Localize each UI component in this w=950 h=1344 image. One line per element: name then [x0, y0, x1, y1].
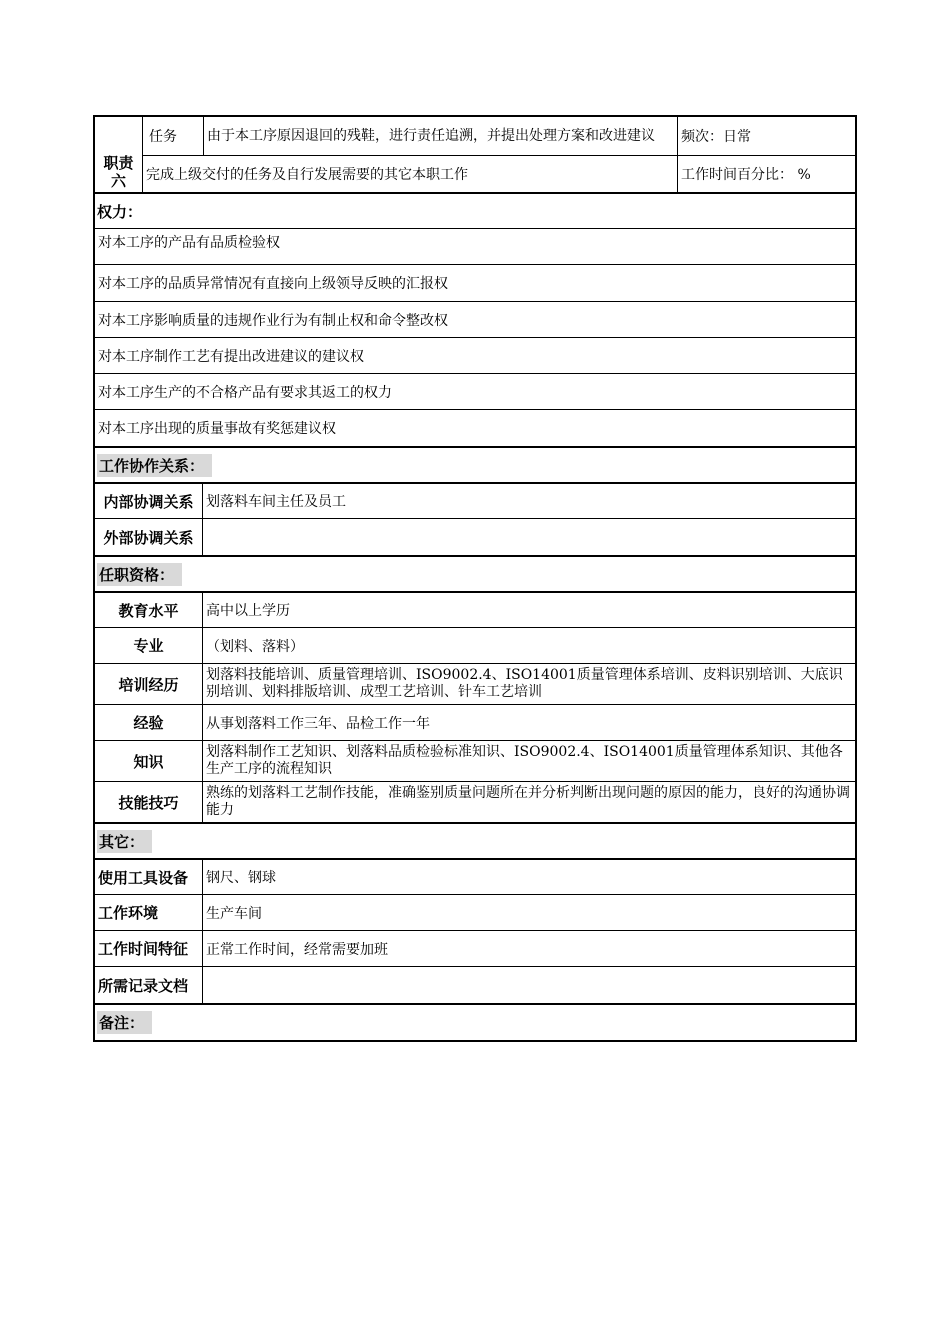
other-label: 工作时间特征: [98, 940, 189, 958]
authority-item-text: 对本工序出现的质量事故有奖惩建议权: [98, 421, 336, 437]
external-value: [202, 519, 855, 555]
qualification-value: （划料、落料）: [202, 628, 855, 663]
other-header: 其它：: [97, 830, 152, 853]
other-section: [93, 824, 857, 1005]
other-row: [95, 859, 855, 895]
authority-item-text: 对本工序的品质异常情况有直接向上级领导反映的汇报权: [98, 276, 448, 292]
duty-label: [95, 117, 142, 192]
authority-item: [95, 374, 855, 410]
authority-header-row: [95, 194, 855, 229]
duty-label-text: 职责六: [103, 154, 134, 190]
qualification-value: 划落料制作工艺知识、划落料品质检验标准知识、ISO9002.4、ISO14001质量管理体系知识、其他各生产工序的流程知识: [202, 741, 855, 781]
qualification-value: 熟练的划落料工艺制作技能，准确鉴别质量问题所在并分析判断出现问题的原因的能力，良好的沟通协调能力: [202, 782, 855, 822]
qualification-value: 划落料技能培训、质量管理培训、ISO9002.4、ISO14001质量管理体系培训、皮料识别培训、大底识别培训、划料排版培训、成型工艺培训、针车工艺培训: [202, 664, 855, 704]
authority-item-text: 对本工序的产品有品质检验权: [98, 235, 280, 251]
authority-item: [95, 302, 855, 338]
authority-section: [93, 194, 857, 448]
authority-item: [95, 229, 855, 265]
task-label: 任务: [149, 129, 177, 145]
external-label: 外部协调关系: [103, 528, 194, 547]
qualification-label: 教育水平: [118, 601, 179, 620]
job-description-table: [93, 115, 857, 1042]
qualification-row: [95, 705, 855, 741]
remarks-header: 备注：: [97, 1011, 152, 1034]
qualification-section: [93, 557, 857, 824]
internal-coordination-row: [95, 483, 855, 519]
duty-other-row: [143, 156, 855, 192]
other-row: [95, 967, 855, 1003]
other-value: [202, 967, 855, 1003]
authority-header: 权力：: [97, 202, 143, 221]
other-value: 生产车间: [202, 895, 855, 930]
internal-value: 划落料车间主任及员工: [202, 484, 855, 518]
authority-item: [95, 410, 855, 446]
other-duty-text: 完成上级交付的任务及自行发展需要的其它本职工作: [146, 167, 468, 183]
other-label: 工作环境: [98, 904, 159, 922]
other-row: [95, 931, 855, 967]
external-coordination-row: [95, 519, 855, 555]
qualification-label: 培训经历: [118, 675, 179, 694]
qualification-value: 高中以上学历: [202, 593, 855, 627]
other-value: 钢尺、钢球: [202, 860, 855, 894]
duty-section: [93, 115, 857, 194]
frequency: 频次：日常: [677, 117, 855, 155]
qualification-label: 专业: [133, 637, 164, 655]
authority-item: [95, 265, 855, 302]
duty-task-row: [143, 117, 855, 156]
other-header-row: [95, 824, 855, 859]
remarks-section: [93, 1005, 857, 1042]
qualification-row: [95, 782, 855, 822]
qualification-row: [95, 628, 855, 664]
qualification-label: 经验: [133, 714, 164, 732]
qualification-label: 技能技巧: [118, 793, 179, 812]
internal-label: 内部协调关系: [103, 492, 194, 511]
authority-item-text: 对本工序生产的不合格产品有要求其返工的权力: [98, 384, 392, 401]
cooperation-header-row: [95, 448, 855, 483]
qualification-row: [95, 592, 855, 628]
qualification-header-row: [95, 557, 855, 592]
other-value: 正常工作时间，经常需要加班: [202, 931, 855, 966]
authority-item: [95, 338, 855, 374]
authority-item-text: 对本工序影响质量的违规作业行为有制止权和命令整改权: [98, 312, 448, 329]
qualification-header: 任职资格：: [97, 563, 182, 586]
qualification-row: [95, 741, 855, 782]
qualification-row: [95, 664, 855, 705]
authority-item-text: 对本工序制作工艺有提出改进建议的建议权: [98, 348, 364, 365]
task-text: 由于本工序原因退回的残鞋，进行责任追溯，并提出处理方案和改进建议: [203, 117, 677, 155]
cooperation-header: 工作协作关系：: [97, 454, 212, 477]
time-percentage: 工作时间百分比： %: [677, 156, 855, 192]
qualification-label: 知识: [133, 752, 164, 771]
cooperation-section: [93, 448, 857, 557]
other-row: [95, 895, 855, 931]
other-label: 所需记录文档: [98, 976, 189, 995]
duty-content: [142, 117, 855, 192]
qualification-value: 从事划落料工作三年、品检工作一年: [202, 705, 855, 740]
remarks-header-row: [95, 1005, 855, 1040]
other-label: 使用工具设备: [98, 868, 189, 887]
